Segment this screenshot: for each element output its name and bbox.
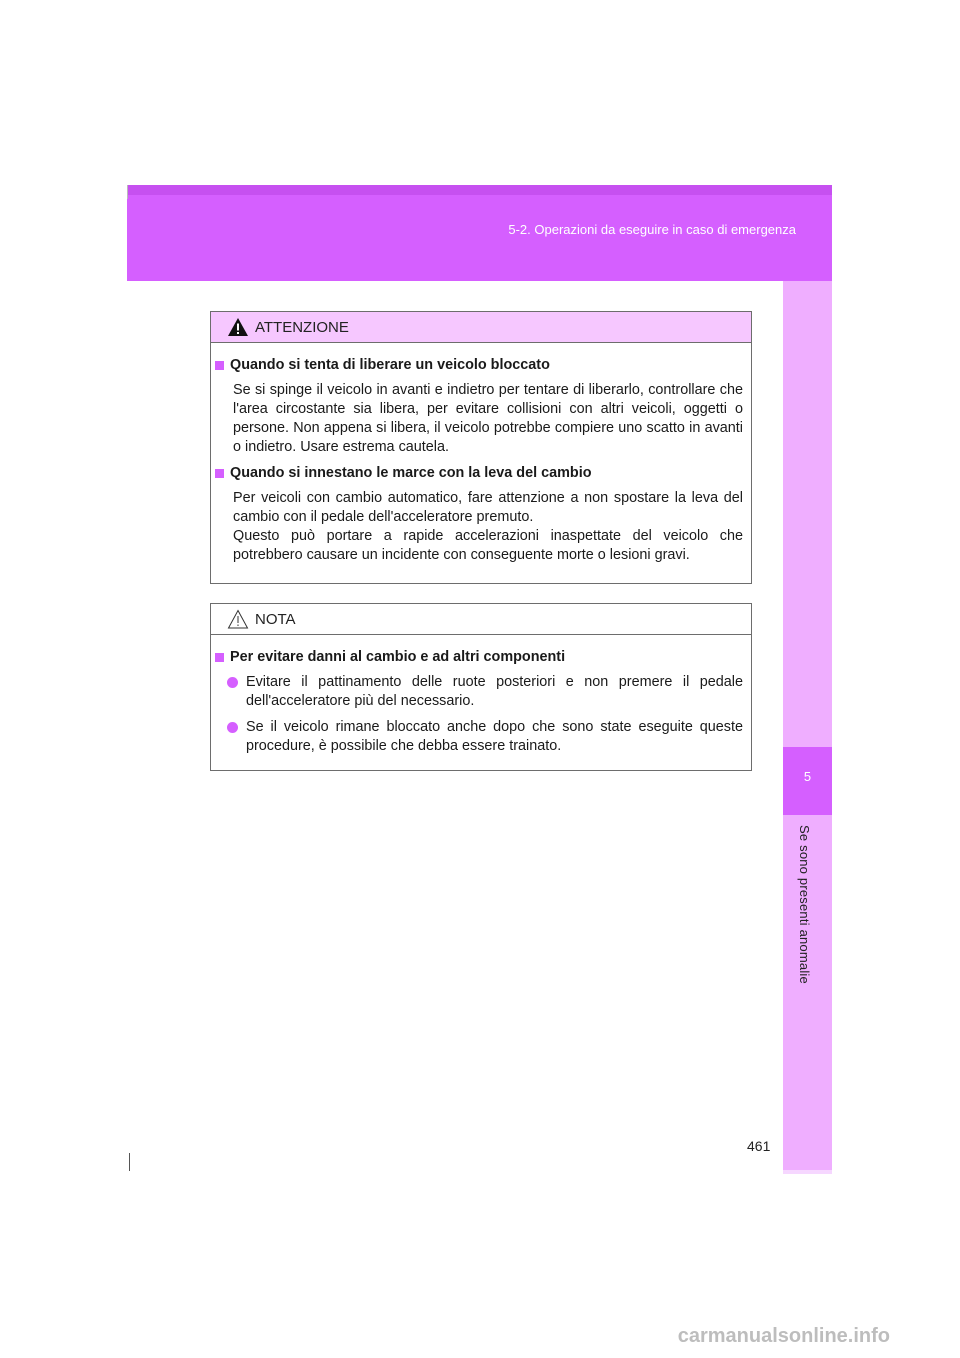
caution-item-text-continued: Questo può portare a rapide accelerazioni inaspettate del veicolo che potrebbero causare un incidente con conseguente morte o lesioni gravi. <box>233 528 743 563</box>
crop-mark-bottom <box>129 1153 130 1171</box>
square-bullet-icon <box>215 653 224 662</box>
caution-header <box>211 312 751 343</box>
notice-item-title-text: Per evitare danni al cambio e ad altri componenti <box>230 649 566 665</box>
header-top-shade <box>127 185 832 195</box>
section-title: 5-2. Operazioni da eseguire in caso di emergenza <box>508 222 796 237</box>
caution-item-title-text: Quando si innestano le marce con la leva del cambio <box>230 465 592 481</box>
notice-bullet <box>227 718 743 756</box>
caution-heading: ATTENZIONE <box>255 318 349 336</box>
caution-body <box>211 343 751 586</box>
caution-item-text: Per veicoli con cambio automatico, fare attenzione a non spostare la leva del cambio con il pedale dell'acceleratore premuto. <box>233 490 743 525</box>
notice-bullet-text: Se il veicolo rimane bloccato anche dopo che sono state eseguite queste procedure, è possibile che debba essere trainato. <box>246 719 743 754</box>
caution-item-title <box>215 356 743 375</box>
caution-item-text: Se si spinge il veicolo in avanti e indietro per tentare di liberarlo, controllare che l'area circostante sia libera, per evitare collisioni con altri veicoli, oggetti o persone. Non appena si libera, il veicolo potrebbe compiere uno scatto in avanti o indietro. Usare estrema cautela. <box>233 382 743 455</box>
notice-bullet <box>227 673 743 711</box>
warning-outline-icon <box>227 609 249 629</box>
caution-box <box>210 311 752 584</box>
notice-heading: NOTA <box>255 610 296 628</box>
round-bullet-icon <box>227 677 238 688</box>
chapter-number: 5 <box>803 769 812 784</box>
notice-item-title <box>215 648 743 667</box>
square-bullet-icon <box>215 361 224 370</box>
notice-body <box>211 635 751 777</box>
warning-triangle-icon <box>227 317 249 337</box>
chapter-side-tab <box>783 281 832 1170</box>
square-bullet-icon <box>215 469 224 478</box>
caution-item-title <box>215 464 743 483</box>
crop-mark-top <box>127 185 128 199</box>
footer-watermark: carmanualsonline.info <box>677 1325 890 1347</box>
round-bullet-icon <box>227 722 238 733</box>
notice-bullet-text: Evitare il pattinamento delle ruote posteriori e non premere il pedale dell'acceleratore più del necessario. <box>246 674 743 709</box>
notice-box <box>210 603 752 771</box>
chapter-tab-end <box>783 1170 832 1174</box>
page-number: 461 <box>747 1138 771 1154</box>
chapter-label: Se sono presenti anomalie <box>797 825 812 984</box>
notice-header <box>211 604 751 635</box>
caution-item-title-text: Quando si tenta di liberare un veicolo bloccato <box>230 357 550 373</box>
